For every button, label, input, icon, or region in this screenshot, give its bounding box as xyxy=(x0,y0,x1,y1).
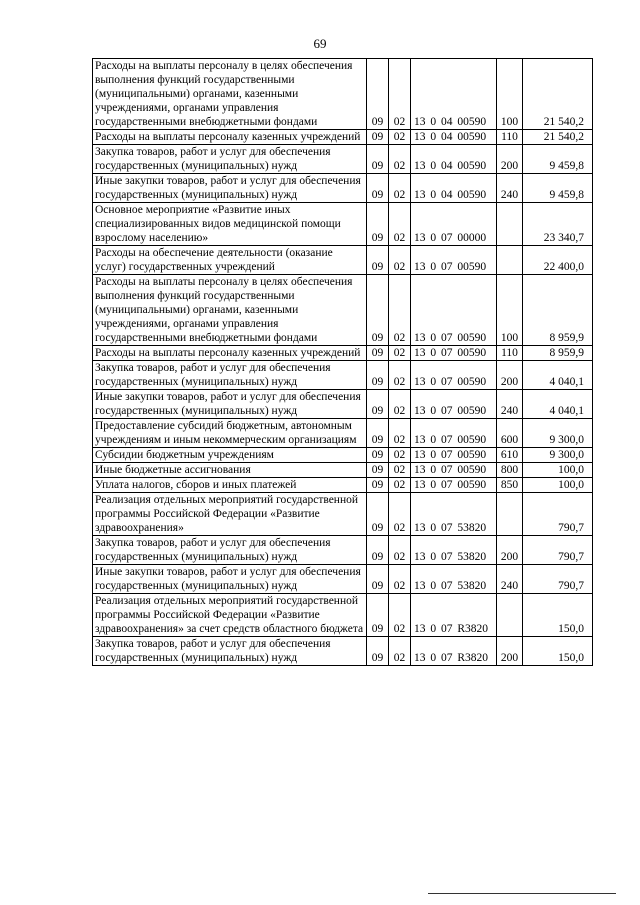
expense-name-cell: Основное мероприятие «Развитие иных специализированных видов медицинской помощи взрослому населению» xyxy=(93,203,367,246)
table-row xyxy=(93,346,593,361)
expense-name-cell: Закупка товаров, работ и услуг для обеспечения государственных (муниципальных) нужд xyxy=(93,361,367,390)
expense-type-cell: 200 xyxy=(497,637,523,666)
expense-name-cell: Расходы на обеспечение деятельности (оказание услуг) государственных учреждений xyxy=(93,246,367,275)
amount-cell: 150,0 xyxy=(523,594,593,637)
expense-name-cell: Расходы на выплаты персоналу казенных учреждений xyxy=(93,130,367,145)
expense-type-cell xyxy=(497,246,523,275)
subsection-code-cell: 02 xyxy=(389,448,411,463)
expense-type-cell: 240 xyxy=(497,390,523,419)
table-row xyxy=(93,361,593,390)
section-code-cell: 09 xyxy=(367,463,389,478)
table-row xyxy=(93,390,593,419)
target-article-cell: 13 0 07 00590 xyxy=(411,478,497,493)
amount-cell: 4 040,1 xyxy=(523,361,593,390)
section-code-cell: 09 xyxy=(367,478,389,493)
section-code-cell: 09 xyxy=(367,493,389,536)
section-code-cell: 09 xyxy=(367,246,389,275)
expense-name-cell: Закупка товаров, работ и услуг для обеспечения государственных (муниципальных) нужд xyxy=(93,145,367,174)
expense-type-cell: 200 xyxy=(497,536,523,565)
table-row xyxy=(93,275,593,346)
amount-cell: 150,0 xyxy=(523,637,593,666)
table-row xyxy=(93,174,593,203)
subsection-code-cell: 02 xyxy=(389,346,411,361)
table-row xyxy=(93,463,593,478)
subsection-code-cell: 02 xyxy=(389,174,411,203)
target-article-cell: 13 0 07 00590 xyxy=(411,346,497,361)
target-article-cell: 13 0 07 53820 xyxy=(411,493,497,536)
expense-name-cell: Иные бюджетные ассигнования xyxy=(93,463,367,478)
table-row xyxy=(93,637,593,666)
budget-table xyxy=(92,58,593,666)
section-code-cell: 09 xyxy=(367,419,389,448)
subsection-code-cell: 02 xyxy=(389,59,411,130)
expense-name-cell: Реализация отдельных мероприятий государственной программы Российской Федерации «Развитие здравоохранения» за счет средств областного бюджета xyxy=(93,594,367,637)
section-code-cell: 09 xyxy=(367,390,389,419)
subsection-code-cell: 02 xyxy=(389,493,411,536)
expense-type-cell: 110 xyxy=(497,346,523,361)
table-row xyxy=(93,59,593,130)
expense-type-cell: 610 xyxy=(497,448,523,463)
expense-type-cell: 110 xyxy=(497,130,523,145)
section-code-cell: 09 xyxy=(367,145,389,174)
expense-name-cell: Иные закупки товаров, работ и услуг для обеспечения государственных (муниципальных) нужд xyxy=(93,390,367,419)
subsection-code-cell: 02 xyxy=(389,203,411,246)
section-code-cell: 09 xyxy=(367,637,389,666)
expense-type-cell: 800 xyxy=(497,463,523,478)
table-row xyxy=(93,246,593,275)
expense-type-cell: 240 xyxy=(497,174,523,203)
section-code-cell: 09 xyxy=(367,275,389,346)
section-code-cell: 09 xyxy=(367,174,389,203)
amount-cell: 790,7 xyxy=(523,536,593,565)
expense-type-cell: 850 xyxy=(497,478,523,493)
target-article-cell: 13 0 07 00590 xyxy=(411,390,497,419)
amount-cell: 9 300,0 xyxy=(523,448,593,463)
page-number: 69 xyxy=(313,36,327,51)
subsection-code-cell: 02 xyxy=(389,246,411,275)
subsection-code-cell: 02 xyxy=(389,594,411,637)
expense-type-cell: 100 xyxy=(497,275,523,346)
expense-type-cell: 100 xyxy=(497,59,523,130)
subsection-code-cell: 02 xyxy=(389,478,411,493)
target-article-cell: 13 0 04 00590 xyxy=(411,130,497,145)
section-code-cell: 09 xyxy=(367,361,389,390)
expense-name-cell: Расходы на выплаты персоналу казенных учреждений xyxy=(93,346,367,361)
target-article-cell: 13 0 07 00590 xyxy=(411,463,497,478)
expense-name-cell: Закупка товаров, работ и услуг для обеспечения государственных (муниципальных) нужд xyxy=(93,637,367,666)
subsection-code-cell: 02 xyxy=(389,463,411,478)
amount-cell: 4 040,1 xyxy=(523,390,593,419)
section-code-cell: 09 xyxy=(367,448,389,463)
expense-name-cell: Реализация отдельных мероприятий государственной программы Российской Федерации «Развитие здравоохранения» xyxy=(93,493,367,536)
section-code-cell: 09 xyxy=(367,203,389,246)
expense-name-cell: Уплата налогов, сборов и иных платежей xyxy=(93,478,367,493)
table-row xyxy=(93,419,593,448)
expense-type-cell: 200 xyxy=(497,361,523,390)
section-code-cell: 09 xyxy=(367,130,389,145)
subsection-code-cell: 02 xyxy=(389,390,411,419)
expense-type-cell xyxy=(497,594,523,637)
expense-type-cell: 240 xyxy=(497,565,523,594)
subsection-code-cell: 02 xyxy=(389,536,411,565)
subsection-code-cell: 02 xyxy=(389,145,411,174)
subsection-code-cell: 02 xyxy=(389,361,411,390)
table-row xyxy=(93,203,593,246)
target-article-cell: 13 0 04 00590 xyxy=(411,174,497,203)
target-article-cell: 13 0 07 00000 xyxy=(411,203,497,246)
target-article-cell: 13 0 07 R3820 xyxy=(411,594,497,637)
subsection-code-cell: 02 xyxy=(389,419,411,448)
target-article-cell: 13 0 07 00590 xyxy=(411,361,497,390)
amount-cell: 21 540,2 xyxy=(523,59,593,130)
amount-cell: 9 459,8 xyxy=(523,145,593,174)
table-row xyxy=(93,536,593,565)
subsection-code-cell: 02 xyxy=(389,565,411,594)
section-code-cell: 09 xyxy=(367,536,389,565)
target-article-cell: 13 0 07 R3820 xyxy=(411,637,497,666)
expense-type-cell: 200 xyxy=(497,145,523,174)
amount-cell: 790,7 xyxy=(523,565,593,594)
table-row xyxy=(93,448,593,463)
section-code-cell: 09 xyxy=(367,594,389,637)
target-article-cell: 13 0 04 00590 xyxy=(411,145,497,174)
amount-cell: 790,7 xyxy=(523,493,593,536)
amount-cell: 8 959,9 xyxy=(523,346,593,361)
amount-cell: 100,0 xyxy=(523,478,593,493)
section-code-cell: 09 xyxy=(367,346,389,361)
subsection-code-cell: 02 xyxy=(389,275,411,346)
target-article-cell: 13 0 07 53820 xyxy=(411,565,497,594)
amount-cell: 21 540,2 xyxy=(523,130,593,145)
expense-name-cell: Расходы на выплаты персоналу в целях обеспечения выполнения функций государственными (муниципальными) органами, казенными учреждениями, органами управления государственными внебюджетными фондами xyxy=(93,275,367,346)
table-row xyxy=(93,594,593,637)
amount-cell: 9 459,8 xyxy=(523,174,593,203)
table-row xyxy=(93,145,593,174)
subsection-code-cell: 02 xyxy=(389,637,411,666)
expense-name-cell: Субсидии бюджетным учреждениям xyxy=(93,448,367,463)
table-row xyxy=(93,478,593,493)
section-code-cell: 09 xyxy=(367,565,389,594)
footer-rule xyxy=(428,893,616,894)
amount-cell: 100,0 xyxy=(523,463,593,478)
section-code-cell: 09 xyxy=(367,59,389,130)
budget-table-body xyxy=(93,59,593,666)
target-article-cell: 13 0 07 00590 xyxy=(411,448,497,463)
expense-name-cell: Закупка товаров, работ и услуг для обеспечения государственных (муниципальных) нужд xyxy=(93,536,367,565)
expense-type-cell xyxy=(497,203,523,246)
expense-name-cell: Расходы на выплаты персоналу в целях обеспечения выполнения функций государственными (муниципальными) органами, казенными учреждениями, органами управления государственными внебюджетными фондами xyxy=(93,59,367,130)
table-row xyxy=(93,130,593,145)
expense-name-cell: Иные закупки товаров, работ и услуг для обеспечения государственных (муниципальных) нужд xyxy=(93,174,367,203)
expense-type-cell: 600 xyxy=(497,419,523,448)
subsection-code-cell: 02 xyxy=(389,130,411,145)
target-article-cell: 13 0 07 53820 xyxy=(411,536,497,565)
target-article-cell: 13 0 04 00590 xyxy=(411,59,497,130)
target-article-cell: 13 0 07 00590 xyxy=(411,275,497,346)
expense-name-cell: Иные закупки товаров, работ и услуг для обеспечения государственных (муниципальных) нужд xyxy=(93,565,367,594)
table-row xyxy=(93,565,593,594)
amount-cell: 9 300,0 xyxy=(523,419,593,448)
target-article-cell: 13 0 07 00590 xyxy=(411,419,497,448)
amount-cell: 23 340,7 xyxy=(523,203,593,246)
target-article-cell: 13 0 07 00590 xyxy=(411,246,497,275)
table-row xyxy=(93,493,593,536)
amount-cell: 22 400,0 xyxy=(523,246,593,275)
expense-type-cell xyxy=(497,493,523,536)
expense-name-cell: Предоставление субсидий бюджетным, автономным учреждениям и иным некоммерческим организациям xyxy=(93,419,367,448)
amount-cell: 8 959,9 xyxy=(523,275,593,346)
